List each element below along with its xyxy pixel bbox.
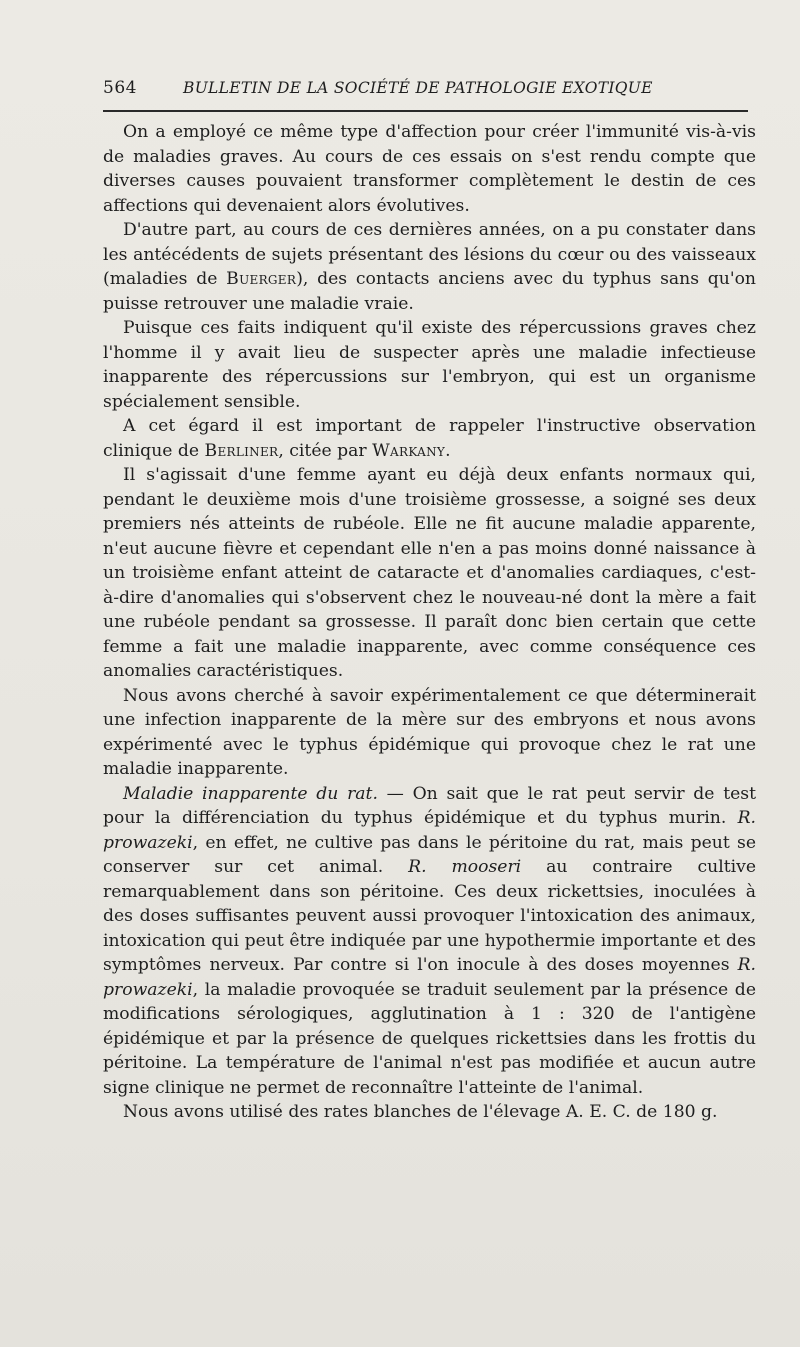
paragraph-antecedents	[103, 218, 756, 316]
paragraph-materials	[103, 1100, 756, 1125]
paragraph-text: Puisque ces faits indiquent qu'il existe des répercussions graves chez l'homme il y avait lieu de suspecter après une maladie infectieuse inapparente des répercussions sur l'embryon, qui est un organisme spécialement sensible.	[103, 318, 756, 412]
paragraph-text: , citée par	[278, 440, 373, 461]
author-name: Buerger	[226, 269, 297, 289]
paragraph-rat-disease	[103, 782, 756, 1101]
paragraph-case	[103, 463, 756, 684]
paragraph-experiment	[103, 684, 756, 782]
page-header	[103, 78, 748, 104]
paragraph-observation	[103, 414, 756, 463]
paragraph-text: Nous avons cherché à savoir expérimentalement ce que déterminerait une infection inapparente de la mère sur des embryons et nous avons expérimenté avec le typhus épidémique qui provoque chez le rat une maladie inapparente.	[103, 685, 756, 779]
author-name: Warkany	[372, 440, 446, 461]
section-heading: Maladie inapparente du rat.	[123, 783, 378, 804]
paragraph-text: — On sait que le rat peut servir de test pour la différenciation du typhus épidémique et du typhus murin.	[103, 783, 756, 828]
header-rule	[103, 110, 748, 112]
paragraph-text: Il s'agissait d'une femme ayant eu déjà deux enfants normaux qui, pendant le deuxième mois d'une troisième grossesse, a soigné ses deux premiers nés atteints de rubéole. Elle ne fit aucune maladie apparente, n'eut aucune fièvre et cependant elle n'en a pas moins donné naissance à un troisième enfant atteint de cataracte et d'anomalies cardiaques, c'est-à-dire d'anomalies qui s'observent chez le nouveau-né dont la mère a fait une rubéole pendant sa grossesse. Il paraît donc bien certain que cette femme a fait une maladie inapparente, avec comme conséquence ces anomalies caractéristiques.	[103, 465, 756, 681]
paragraph-text: A cet égard il est important de rappeler l'instructive observation clinique de	[103, 416, 756, 461]
article-body	[103, 120, 756, 1125]
species-name: R. prowazeki	[103, 955, 756, 1000]
species-name: R. mooseri	[408, 857, 522, 877]
paragraph-text: On a employé ce même type d'affection pour créer l'immunité vis-à-vis de maladies graves. Au cours de ces essais on s'est rendu compte que diverses causes pouvaient transformer complètement le destin de ces affections qui devenaient alors évolutives.	[103, 122, 756, 216]
paragraph-text: Nous avons utilisé des rates blanches de l'élevage A. E. C. de 180 g.	[123, 1102, 718, 1122]
page-number: 564	[103, 78, 137, 98]
paragraph-text: ), des contacts anciens avec du typhus sans qu'on puisse retrouver une maladie vraie.	[103, 269, 757, 314]
paragraph-repercussions	[103, 316, 756, 414]
paragraph-immunity	[103, 120, 756, 218]
running-title: BULLETIN DE LA SOCIÉTÉ DE PATHOLOGIE EXOTIQUE	[183, 79, 653, 97]
species-name: R. prowazeki	[103, 808, 756, 853]
author-name: Berliner	[204, 440, 279, 461]
paragraph-text: .	[445, 440, 451, 461]
paragraph-text: , en effet, ne cultive pas dans le péritoine du rat, mais peut se conserver sur cet animal.	[103, 832, 756, 877]
paragraph-text: , la maladie provoquée se traduit seulement par la présence de modifications sérologiques, agglutination à 1 : 320 de l'antigène épidémique et par la présence de quelques rickettsies dans les frottis du péritoine. La température de l'animal n'est pas modifiée et aucun autre signe clinique ne permet de reconnaître l'atteinte de l'animal.	[103, 979, 756, 1098]
paragraph-text: D'autre part, au cours de ces dernières années, on a pu constater dans les antécédents de sujets présentant des lésions du cœur ou des vaisseaux (maladies de	[103, 220, 756, 289]
paragraph-text: au contraire cultive remarquablement dans son péritoine. Ces deux rickettsies, inoculées à des doses suffisantes peuvent aussi provoquer l'intoxication des animaux, intoxication qui peut être indiquée par une hypothermie importante et des symptômes nerveux. Par contre si l'on inocule à des doses moyennes	[103, 857, 756, 975]
